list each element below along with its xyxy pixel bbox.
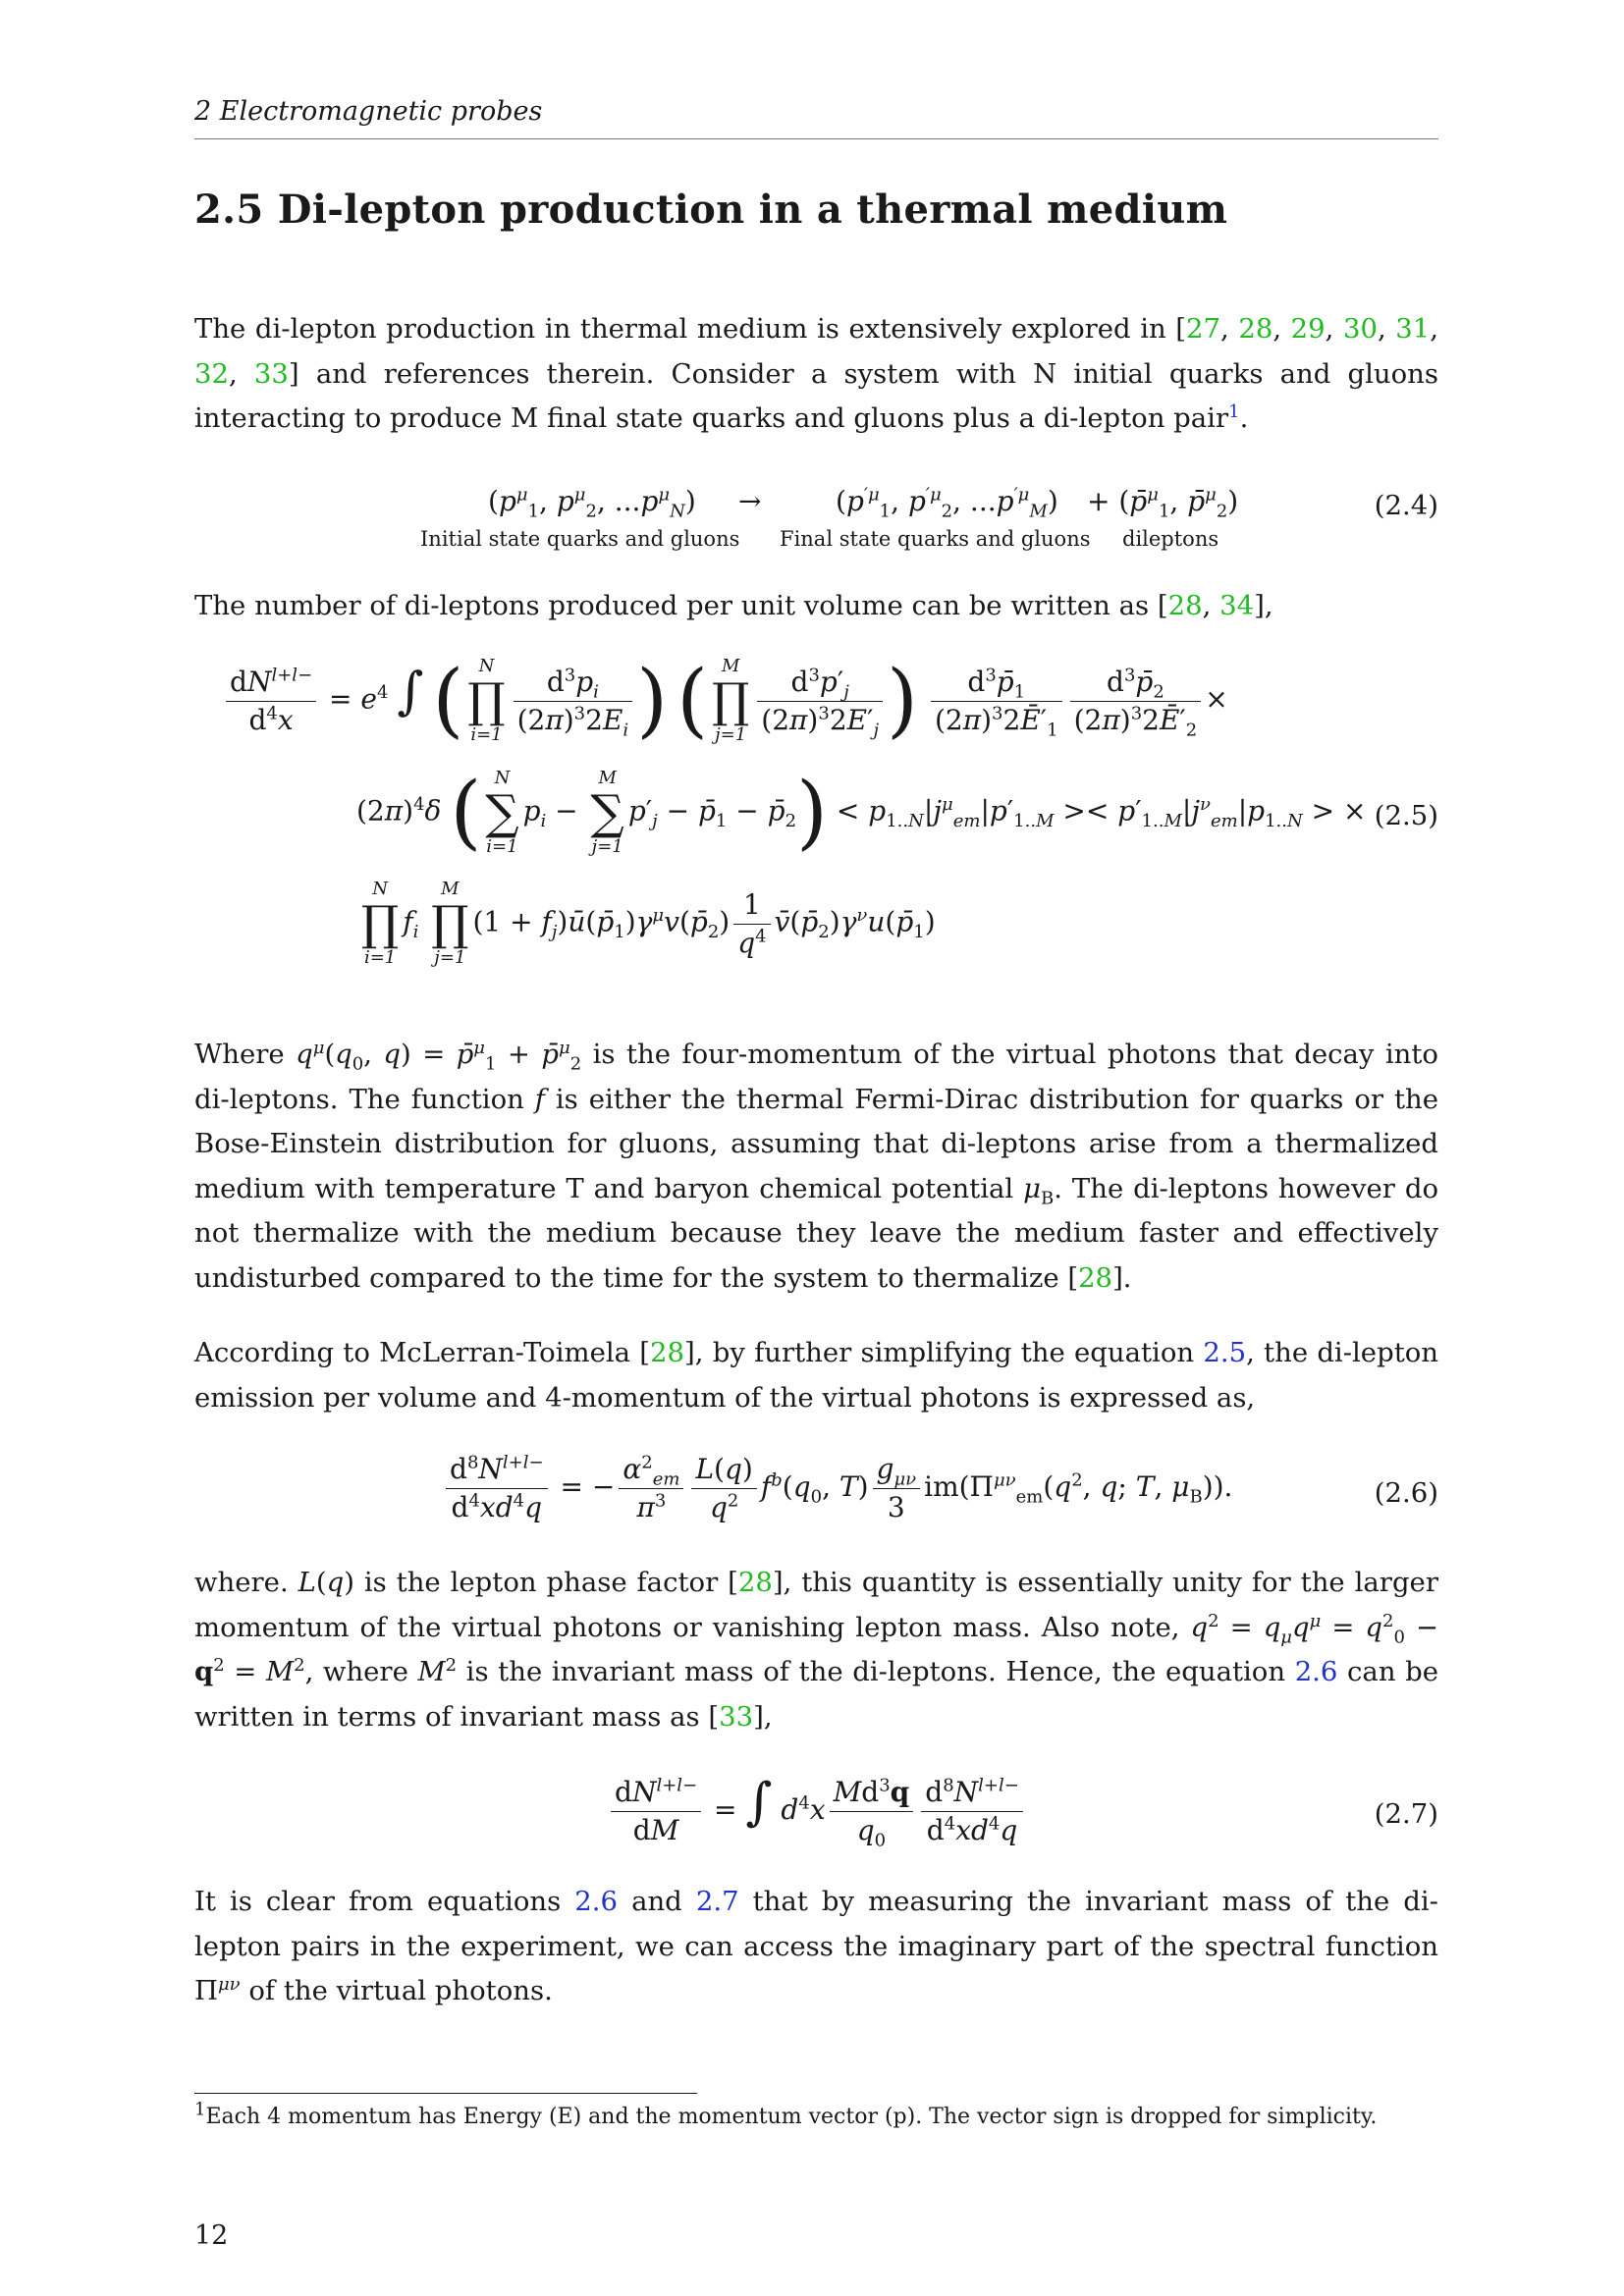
citation-link[interactable]: 33 (719, 1700, 754, 1733)
mclerran-paragraph: According to McLerran-Toimela [28], by further simplifying the equation 2.5, the di-lepton emission per volume and 4-momentum of the virtual photons is expressed as, (194, 1337, 1439, 1414)
citation-link[interactable]: 32 (194, 357, 229, 390)
equation-2-4-dileptons: + (p̄$^\mu_1$, p̄$^\mu_2$) (1087, 484, 1239, 522)
label-initial-state: Initial state quarks and gluons (420, 527, 740, 551)
equation-2-6: $\frac{d^8N^{l+l-}}{d^4xd^4q}$ = − $\frac{\alpha^2_{em}}{\pi^3}$ $\frac{L(q)}{q^2}$ $f^b(q_0$, T) $\frac{g_{\mu\nu}}{3}$ $im(\Pi^{\mu\nu}_{em}(q^2$, q; T, $\mu_B$)). (442, 1451, 1232, 1526)
citation-link[interactable]: 28 (737, 1567, 773, 1598)
citation-link[interactable]: 33 (253, 357, 289, 390)
equation-2-4-final: ($p^{'\mu}_1$, $p^{'\mu}_2$, $...p^{'\mu}_M$) (836, 484, 1058, 522)
footnote-link[interactable]: 1 (1228, 400, 1240, 422)
citation-link[interactable]: 28 (650, 1337, 685, 1368)
equation-2-5-line-2: $(2\pi)^4\delta$ ( N ∑ i=1 $p_i$ − M ∑ j=1 $p'_j$ − $p̄_1$ − $p̄_2) < p_{1..N}|j^\mu_{em}|p'_{1..M} >< p'_{1..M}|j^\nu_{em}|p_{1..N}$ > × (356, 766, 1367, 859)
citation-link[interactable]: 28 (1238, 313, 1273, 345)
equation-2-7: $\frac{dN^{l+l-}}{dM}$ = ∫ $d^4x$ $\frac{Md^3q}{q_0}$ $\frac{d^8N^{l+l-}}{d^4xd^4q}$ (607, 1773, 1027, 1849)
equation-number: (2.4) (1374, 490, 1438, 521)
citation-link[interactable]: 29 (1290, 313, 1326, 345)
citation-link[interactable]: 28 (1167, 590, 1203, 621)
equation-2-5-line-1: $\frac{dN^{l+l-}}{d^4x}$ = $e^4$ ∫ ( N ∏ i=1 $\frac{d^3p_i}{(2\pi)^32E_i}$ ) ( M ∏ j=1 $\frac{d^3p'_j}{(2\pi)^32E'_j}$ ) $\frac{d^3p̄_1}{(2\pi)^32Ē'_1}$ $\frac{d^3p̄_2}{(2\pi)^32Ē'_2}$ × (222, 656, 1228, 746)
arrow-symbol: → (738, 485, 762, 517)
equation-2-5-line-3: N ∏ i=1 $f_i$ M ∏ j=1 $(1 + f_j)ū(p̄_1)\gamma^\mu v(p̄_2)$ $\frac{1}{q^4}$ $v̄(p̄_2)\gamma^\nu u(p̄_1)$ (361, 879, 936, 968)
equation-number: (2.7) (1374, 1798, 1438, 1830)
citation-link[interactable]: 28 (1078, 1261, 1113, 1294)
distribution-paragraph: Where $q^\mu(q_0$, q) = p̄$^\mu_1$ + p̄$^\mu_2$ is the four-momentum of the virtual photons that decay into di-leptons. The function f is either the thermal Fermi-Dirac distribution for quarks or the Bose-Einstein distribution for gluons, assuming that di-leptons arise from a thermalized medium with temperature T and baryon chemical potential $\mu_B$. The di-leptons however do not thermalize with the medium because they leave the medium faster and effectively undisturbed compared to the time for the system to thermalize [28]. (194, 1037, 1438, 1294)
section-title: 2.5 Di-lepton production in a thermal medium (194, 187, 1228, 233)
intro-paragraph: The di-lepton production in thermal medium is extensively explored in [27, 28, 29, 30, 31, 32, 33] and references therein. Consider a system with N initial quarks and gluons interacting to produce M final state quarks and gluons plus a di-lepton pair$^1$. (194, 313, 1439, 434)
label-final-state: Final state quarks and gluons (780, 527, 1091, 551)
page-number: 12 (194, 2220, 229, 2251)
equation-number: (2.5) (1374, 800, 1438, 831)
equation-number: (2.6) (1374, 1477, 1438, 1509)
equation-link[interactable]: 2.6 (574, 1886, 619, 1917)
citation-link[interactable]: 34 (1219, 590, 1255, 621)
running-header: 2 Electromagnetic probes (194, 96, 1438, 139)
citation-link[interactable]: 30 (1342, 313, 1378, 345)
conclusion-paragraph: It is clear from equations 2.6 and 2.7 that by measuring the invariant mass of the di-lepton pairs in the experiment, we can access the imaginary part of the spectral function $\Pi^{\mu\nu}$ of the virtual photons. (194, 1886, 1438, 2006)
equation-link[interactable]: 2.6 (1294, 1656, 1338, 1687)
equation-link[interactable]: 2.5 (1203, 1337, 1247, 1368)
rate-paragraph: The number of di-leptons produced per unit volume can be written as [28, 34], (194, 590, 1273, 621)
citation-link[interactable]: 27 (1186, 313, 1221, 345)
equation-2-4-initial: ($p^\mu_1$, $p^\mu_2$, $...p^\mu_N$) (488, 484, 696, 522)
phase-factor-paragraph: where. L(q) is the lepton phase factor [28], this quantity is essentially unity for the larger momentum of the virtual photons or vanishing lepton mass. Also note, $q^2 = q_\mu q^\mu = q^2_0 - q^2 = M^2$, where $M^2$ is the invariant mass of the di-leptons. Hence, the equation 2.6 can be written in terms of invariant mass as [33], (194, 1567, 1439, 1733)
citation-link[interactable]: 31 (1395, 313, 1431, 345)
equation-link[interactable]: 2.7 (695, 1886, 739, 1917)
label-dileptons: dileptons (1122, 527, 1219, 551)
footnote-rule (194, 2093, 697, 2094)
footnote: $^1$Each 4 momentum has Energy (E) and the momentum vector (p). The vector sign is dropped for simplicity. (194, 2099, 1378, 2129)
